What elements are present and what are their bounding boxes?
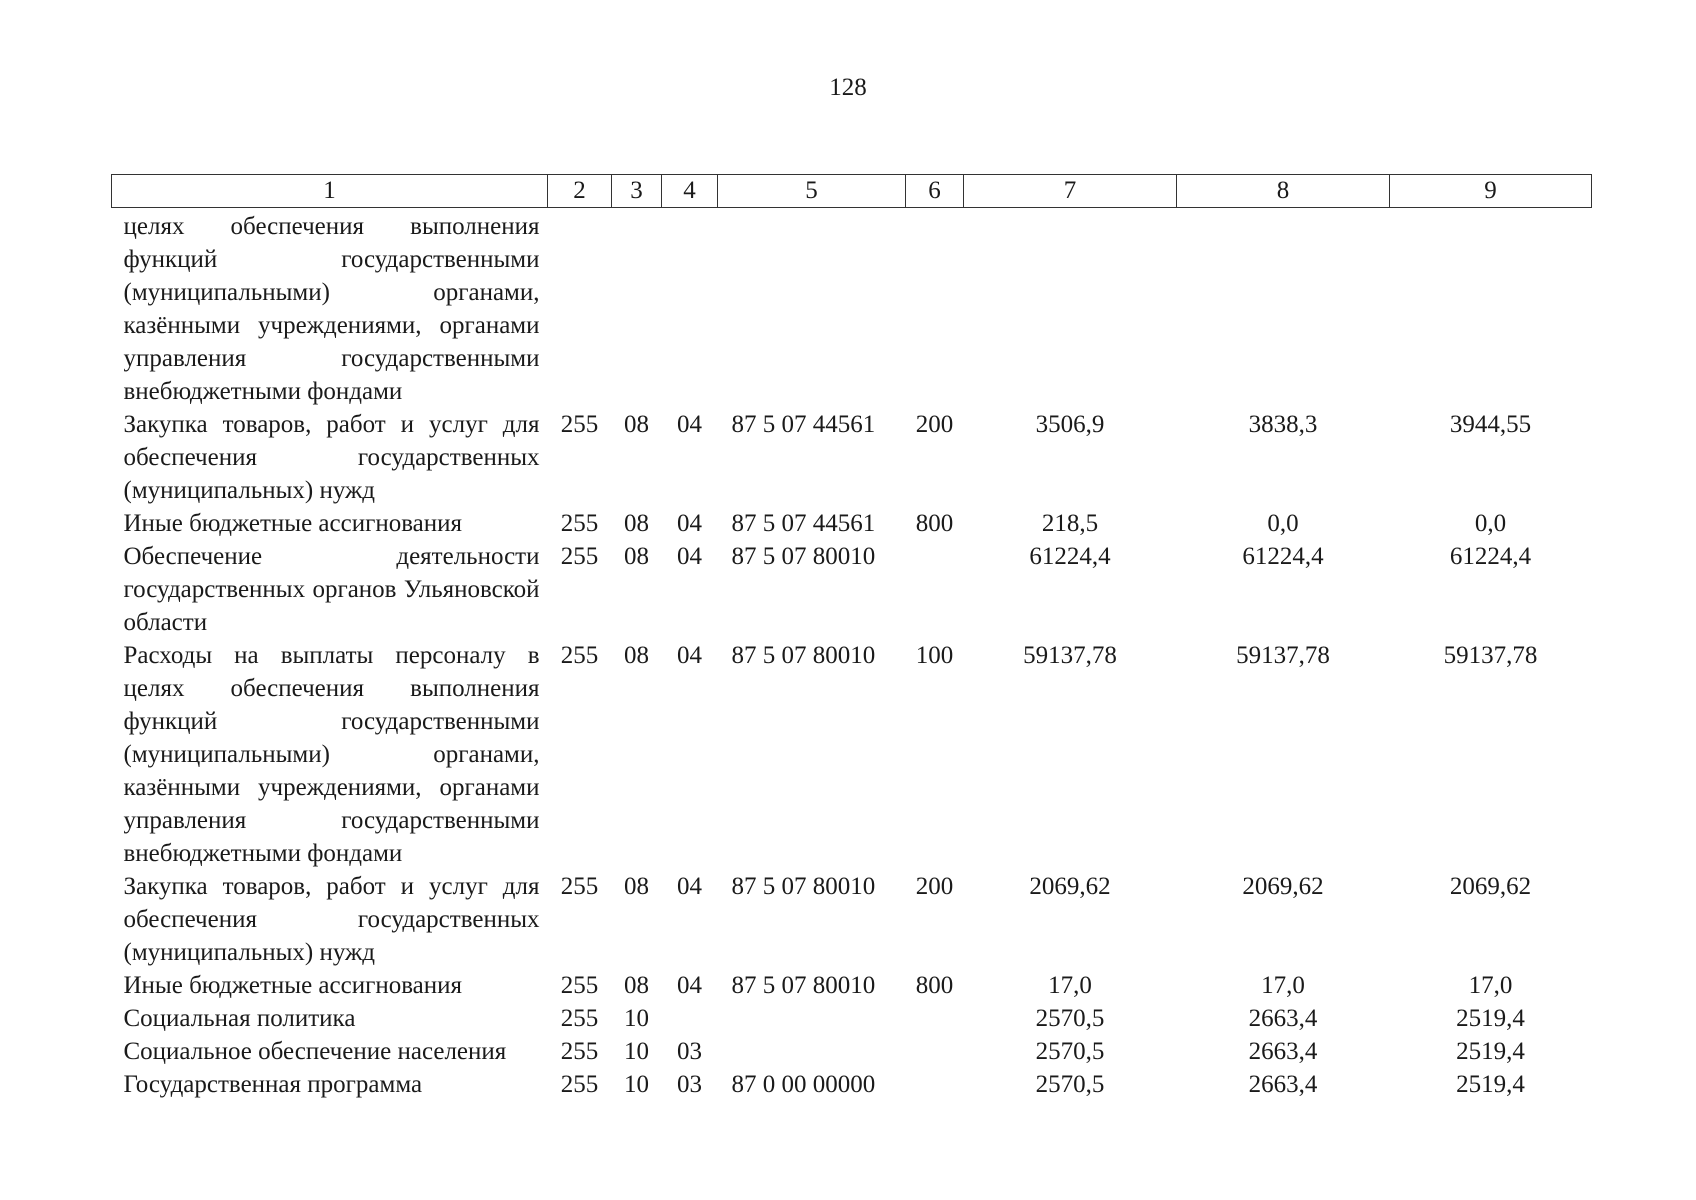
cell-col2: 255	[560, 873, 599, 900]
cell-col2: 255	[560, 411, 599, 438]
cell-col9	[1390, 208, 1592, 409]
cell-col6: 200	[915, 873, 954, 900]
header-row	[112, 175, 1592, 208]
col-header-1: 1	[112, 175, 548, 208]
cell-col4: 04	[677, 972, 702, 999]
cell-col5: 87 5 07 44561	[731, 510, 876, 537]
cell-col7: 218,5	[1041, 510, 1099, 537]
cell-col8: 61224,4	[1242, 543, 1324, 570]
budget-table	[111, 174, 1592, 1101]
table-row	[112, 408, 1592, 507]
cell-col6: 800	[915, 510, 954, 537]
cell-col8: 2069,62	[1242, 873, 1324, 900]
cell-col6	[906, 208, 964, 409]
row-name: Закупка товаров, работ и услуг для обеспечения государственных (муниципальных) нужд	[123, 411, 540, 504]
cell-col8	[1177, 208, 1390, 409]
cell-col7: 2069,62	[1029, 873, 1111, 900]
cell-col4	[662, 208, 718, 409]
cell-col7: 59137,78	[1023, 642, 1117, 669]
cell-col7: 2570,5	[1035, 1005, 1105, 1032]
cell-col3: 08	[624, 873, 649, 900]
col-header-7: 7	[964, 175, 1177, 208]
cell-col3: 08	[624, 642, 649, 669]
cell-col6: 800	[915, 972, 954, 999]
cell-col5: 87 5 07 80010	[731, 543, 876, 570]
cell-col8: 2663,4	[1248, 1038, 1318, 1065]
cell-col6	[906, 1002, 964, 1035]
cell-col5: 87 5 07 80010	[731, 873, 876, 900]
col-header-2: 2	[548, 175, 612, 208]
cell-col9: 17,0	[1468, 972, 1513, 999]
cell-col5: 87 5 07 44561	[731, 411, 876, 438]
cell-col8: 0,0	[1267, 510, 1299, 537]
row-name: Иные бюджетные ассигнования	[123, 510, 463, 537]
cell-col3: 10	[624, 1038, 649, 1065]
table-row	[112, 1035, 1592, 1068]
cell-col9: 61224,4	[1449, 543, 1532, 570]
table-row	[112, 540, 1592, 639]
cell-col8: 3838,3	[1248, 411, 1318, 438]
cell-col2: 255	[560, 642, 599, 669]
row-name: Государственная программа	[123, 1071, 423, 1098]
cell-col7: 2570,5	[1035, 1038, 1105, 1065]
cell-col2: 255	[560, 1071, 599, 1098]
cell-col7: 17,0	[1048, 972, 1092, 999]
table-row	[112, 507, 1592, 540]
cell-col9: 2519,4	[1456, 1005, 1525, 1032]
cell-col2: 255	[560, 1005, 599, 1032]
cell-col4	[662, 1002, 718, 1035]
cell-col6: 200	[915, 411, 954, 438]
cell-col6	[906, 1035, 964, 1068]
cell-col2	[548, 208, 612, 409]
col-header-5: 5	[718, 175, 906, 208]
cell-col9: 3944,55	[1449, 411, 1532, 438]
cell-col4: 04	[677, 411, 702, 438]
page-number: 128	[829, 74, 867, 101]
cell-col5	[718, 1035, 906, 1068]
cell-col4: 04	[677, 543, 702, 570]
col-header-9: 9	[1390, 175, 1592, 208]
cell-col3: 08	[624, 543, 649, 570]
cell-col3: 10	[624, 1005, 649, 1032]
table-row	[112, 208, 1592, 409]
cell-col5: 87 0 00 00000	[731, 1071, 876, 1098]
cell-col3: 08	[624, 411, 649, 438]
row-name: Социальное обеспечение населения	[123, 1038, 507, 1065]
cell-col5: 87 5 07 80010	[731, 642, 876, 669]
table-row	[112, 870, 1592, 969]
cell-col5: 87 5 07 80010	[731, 972, 876, 999]
table-row	[112, 969, 1592, 1002]
row-name: Социальная политика	[123, 1005, 356, 1032]
row-name: Иные бюджетные ассигнования	[123, 972, 463, 999]
row-name: Обеспечение деятельности государственных органов Ульяновской области	[123, 543, 540, 636]
cell-col5	[718, 1002, 906, 1035]
cell-col4: 03	[677, 1038, 702, 1065]
cell-col9: 0,0	[1474, 510, 1507, 537]
row-name: Расходы на выплаты персоналу в целях обеспечения выполнения функций государственными (муниципальными) органами, казёнными учреждениями, органами управления государственными внебюджетными фондами	[123, 642, 540, 867]
row-name: Закупка товаров, работ и услуг для обеспечения государственных (муниципальных) нужд	[123, 873, 540, 966]
cell-col6	[906, 540, 964, 639]
cell-col2: 255	[560, 543, 599, 570]
col-header-3: 3	[612, 175, 662, 208]
cell-col2: 255	[560, 972, 599, 999]
cell-col3	[612, 208, 662, 409]
cell-col9: 59137,78	[1443, 642, 1538, 669]
cell-col4: 04	[677, 510, 702, 537]
cell-col7: 3506,9	[1035, 411, 1105, 438]
cell-col9: 2519,4	[1456, 1071, 1525, 1098]
cell-col8: 2663,4	[1248, 1071, 1318, 1098]
cell-col6	[906, 1068, 964, 1101]
table-row	[112, 1068, 1592, 1101]
cell-col8: 2663,4	[1248, 1005, 1318, 1032]
cell-col5	[718, 208, 906, 409]
cell-col7: 61224,4	[1029, 543, 1111, 570]
cell-col4: 04	[677, 642, 702, 669]
cell-col3: 10	[624, 1071, 649, 1098]
cell-col7: 2570,5	[1035, 1071, 1105, 1098]
cell-col3: 08	[624, 972, 649, 999]
cell-col6: 100	[915, 642, 954, 669]
col-header-8: 8	[1177, 175, 1390, 208]
table-row	[112, 1002, 1592, 1035]
cell-col7	[964, 208, 1177, 409]
cell-col4: 04	[677, 873, 702, 900]
cell-col4: 03	[677, 1071, 702, 1098]
col-header-6: 6	[906, 175, 964, 208]
col-header-4: 4	[662, 175, 718, 208]
cell-col2: 255	[560, 510, 599, 537]
cell-col8: 17,0	[1261, 972, 1305, 999]
cell-col9: 2069,62	[1449, 873, 1532, 900]
table-row	[112, 639, 1592, 870]
cell-col2: 255	[560, 1038, 599, 1065]
row-name: целях обеспечения выполнения функций государственными (муниципальными) органами, казёнными учреждениями, органами управления государственными внебюджетными фондами	[123, 213, 540, 405]
cell-col8: 59137,78	[1236, 642, 1330, 669]
cell-col9: 2519,4	[1456, 1038, 1525, 1065]
cell-col3: 08	[624, 510, 649, 537]
